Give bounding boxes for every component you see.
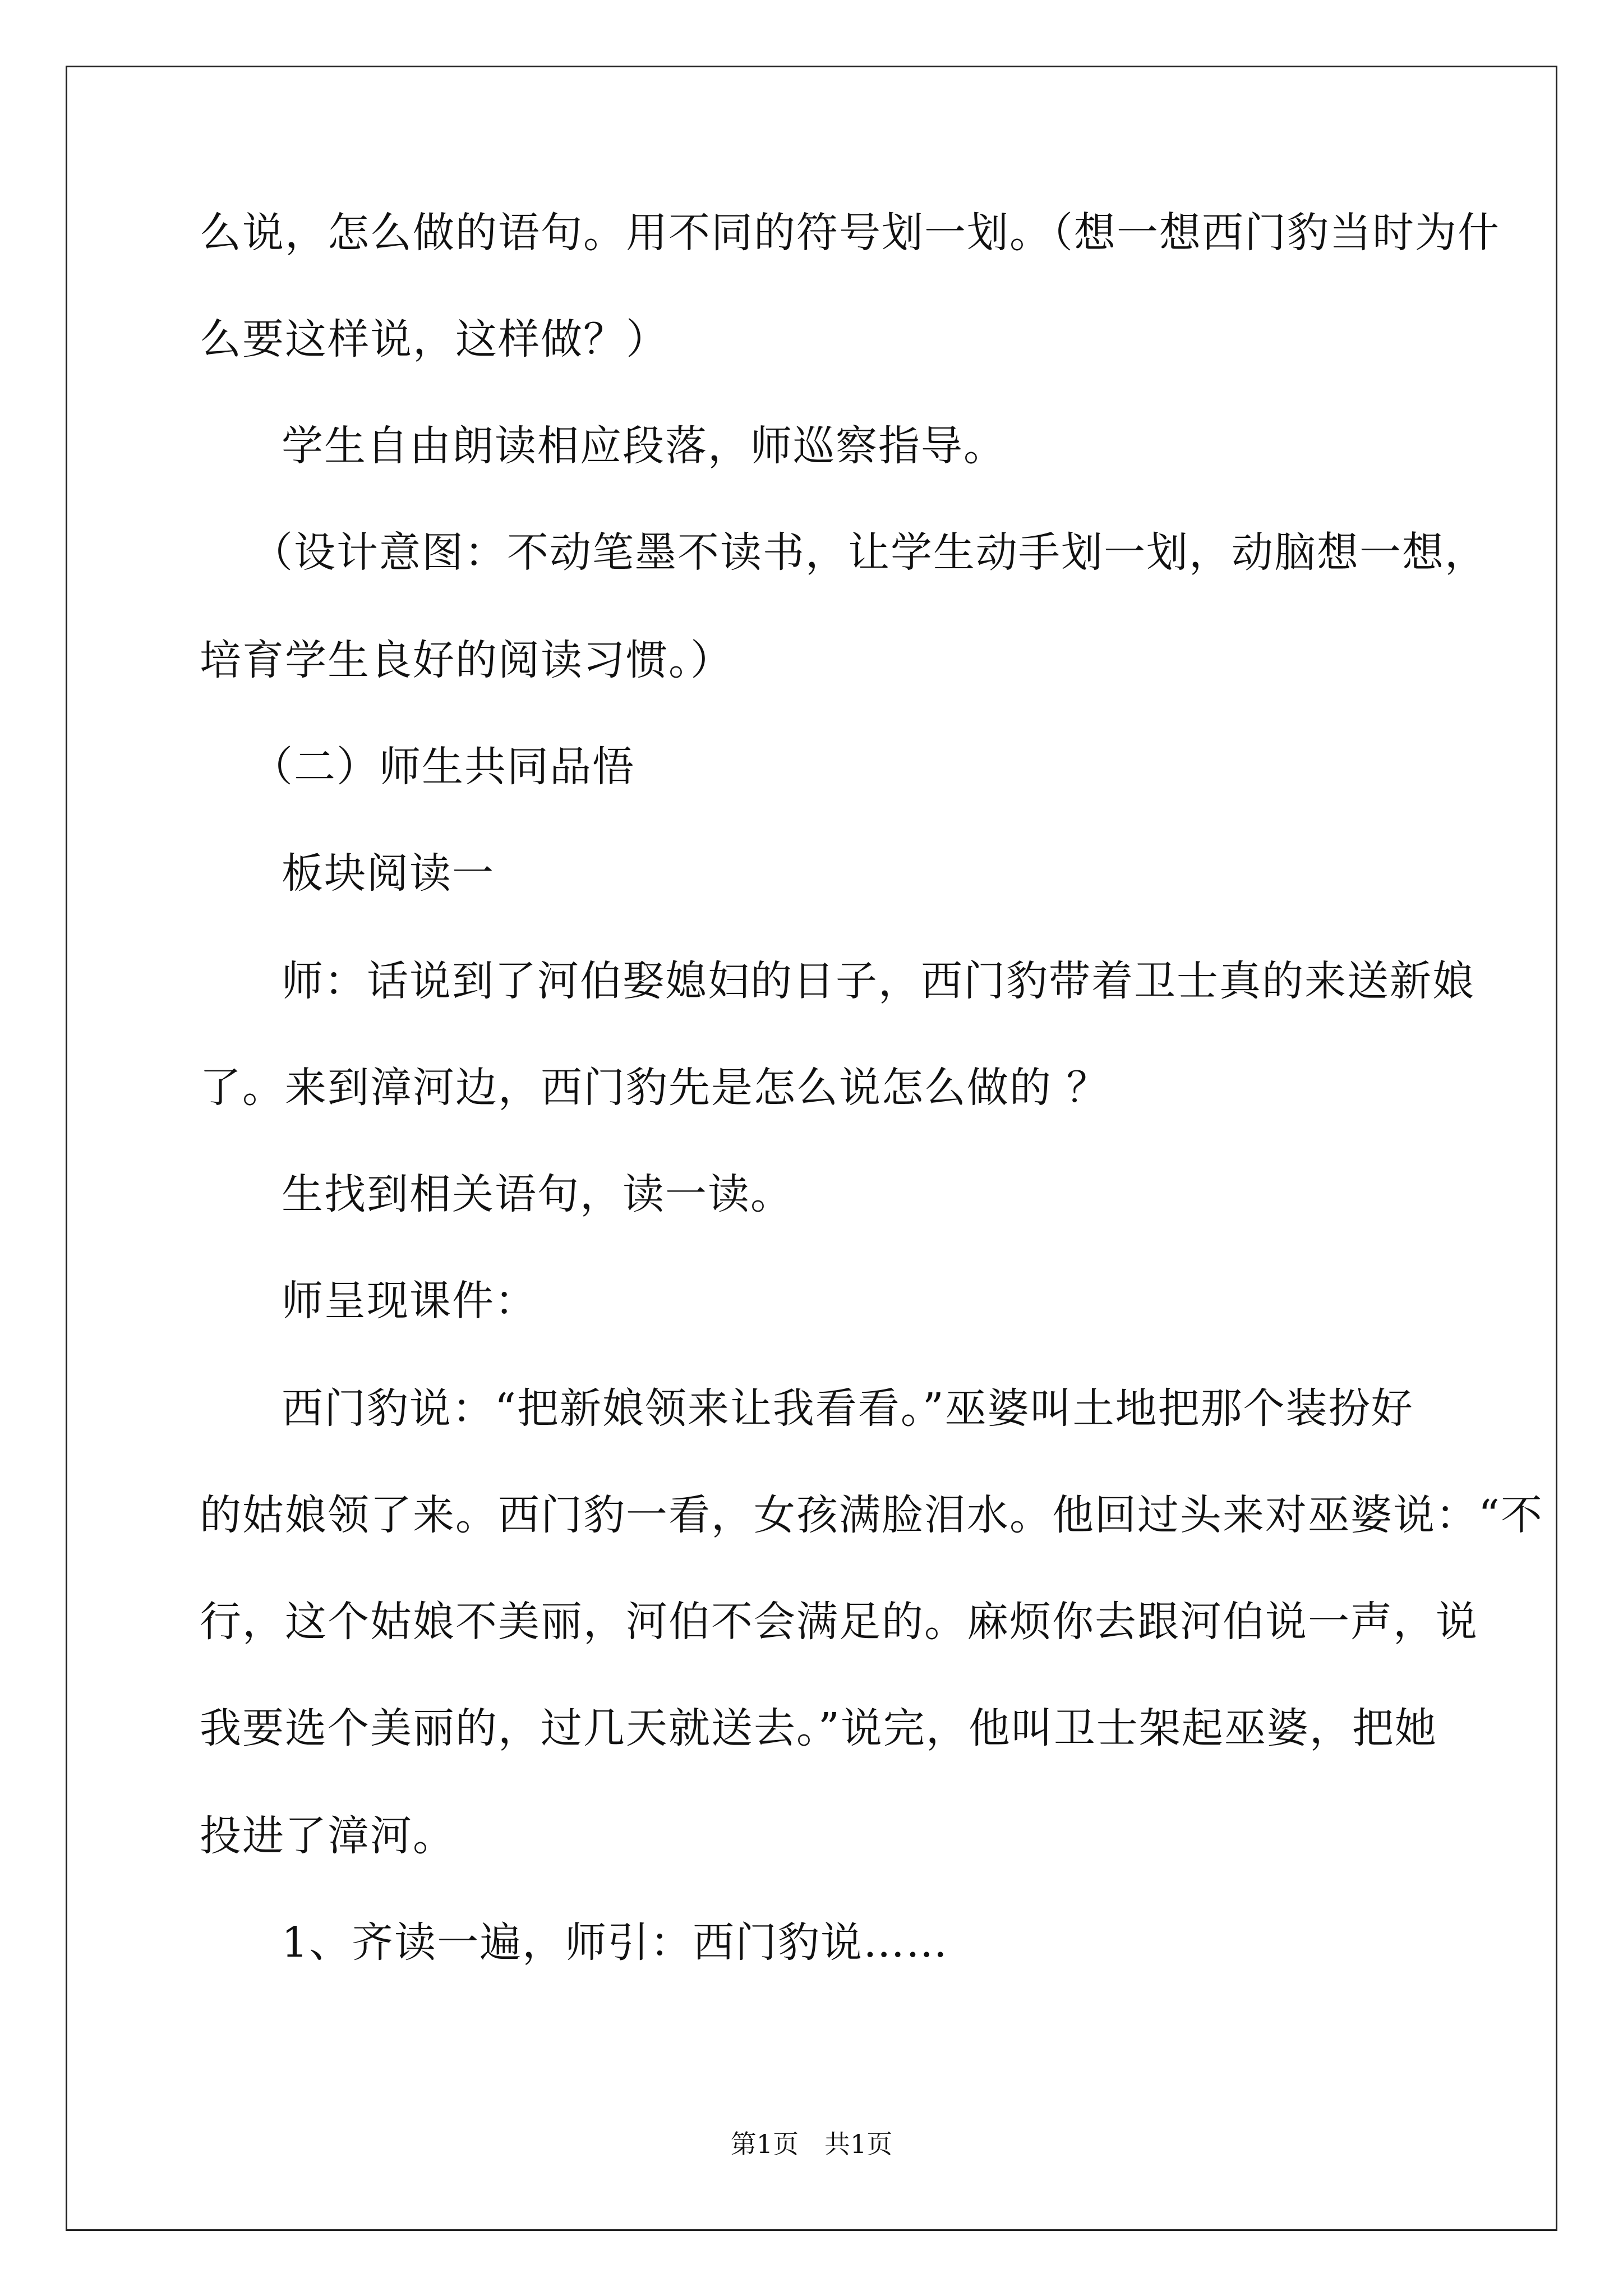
section-heading: （二）师生共同品悟 — [251, 743, 635, 791]
text-line: 1、齐读一遍，师引：西门豹说…… — [282, 1918, 949, 1967]
text-line: 板块阅读一 — [282, 849, 495, 898]
text-line: 生找到相关语句，读一读。 — [282, 1170, 793, 1218]
text-line: 学生自由朗读相应段落，师巡察指导。 — [282, 422, 1006, 470]
text-line: 师呈现课件： — [282, 1277, 537, 1325]
page-border — [66, 66, 1557, 2231]
text-line: 投进了漳河。 — [200, 1812, 455, 1860]
text-line: 师：话说到了河伯娶媳妇的日子，西门豹带着卫士真的来送新娘 — [282, 957, 1475, 1005]
text-line: （设计意图：不动笔墨不读书，让学生动手划一划，动脑想一想， — [251, 528, 1487, 577]
text-line: 么要这样说，这样做？） — [200, 315, 668, 364]
text-line: 么说，怎么做的语句。用不同的符号划一划。（想一想西门豹当时为什 — [200, 209, 1500, 257]
text-line: 的姑娘领了来。西门豹一看，女孩满脸泪水。他回过头来对巫婆说：“不 — [200, 1491, 1543, 1539]
text-line: 了。来到漳河边，西门豹先是怎么说怎么做的 ？ — [200, 1064, 1109, 1112]
text-line: 培育学生良好的阅读习惯。） — [200, 636, 733, 684]
text-line: 我要选个美丽的，过几天就送去。”说完，他叫卫士架起巫婆，把她 — [200, 1704, 1437, 1752]
page-number-footer: 第1页 共1页 — [730, 2129, 893, 2159]
text-line: 行，这个姑娘不美丽，河伯不会满足的。麻烦你去跟河伯说一声，说 — [200, 1598, 1478, 1646]
text-line: 西门豹说：“把新娘领来让我看看。”巫婆叫土地把那个装扮好 — [282, 1384, 1414, 1433]
